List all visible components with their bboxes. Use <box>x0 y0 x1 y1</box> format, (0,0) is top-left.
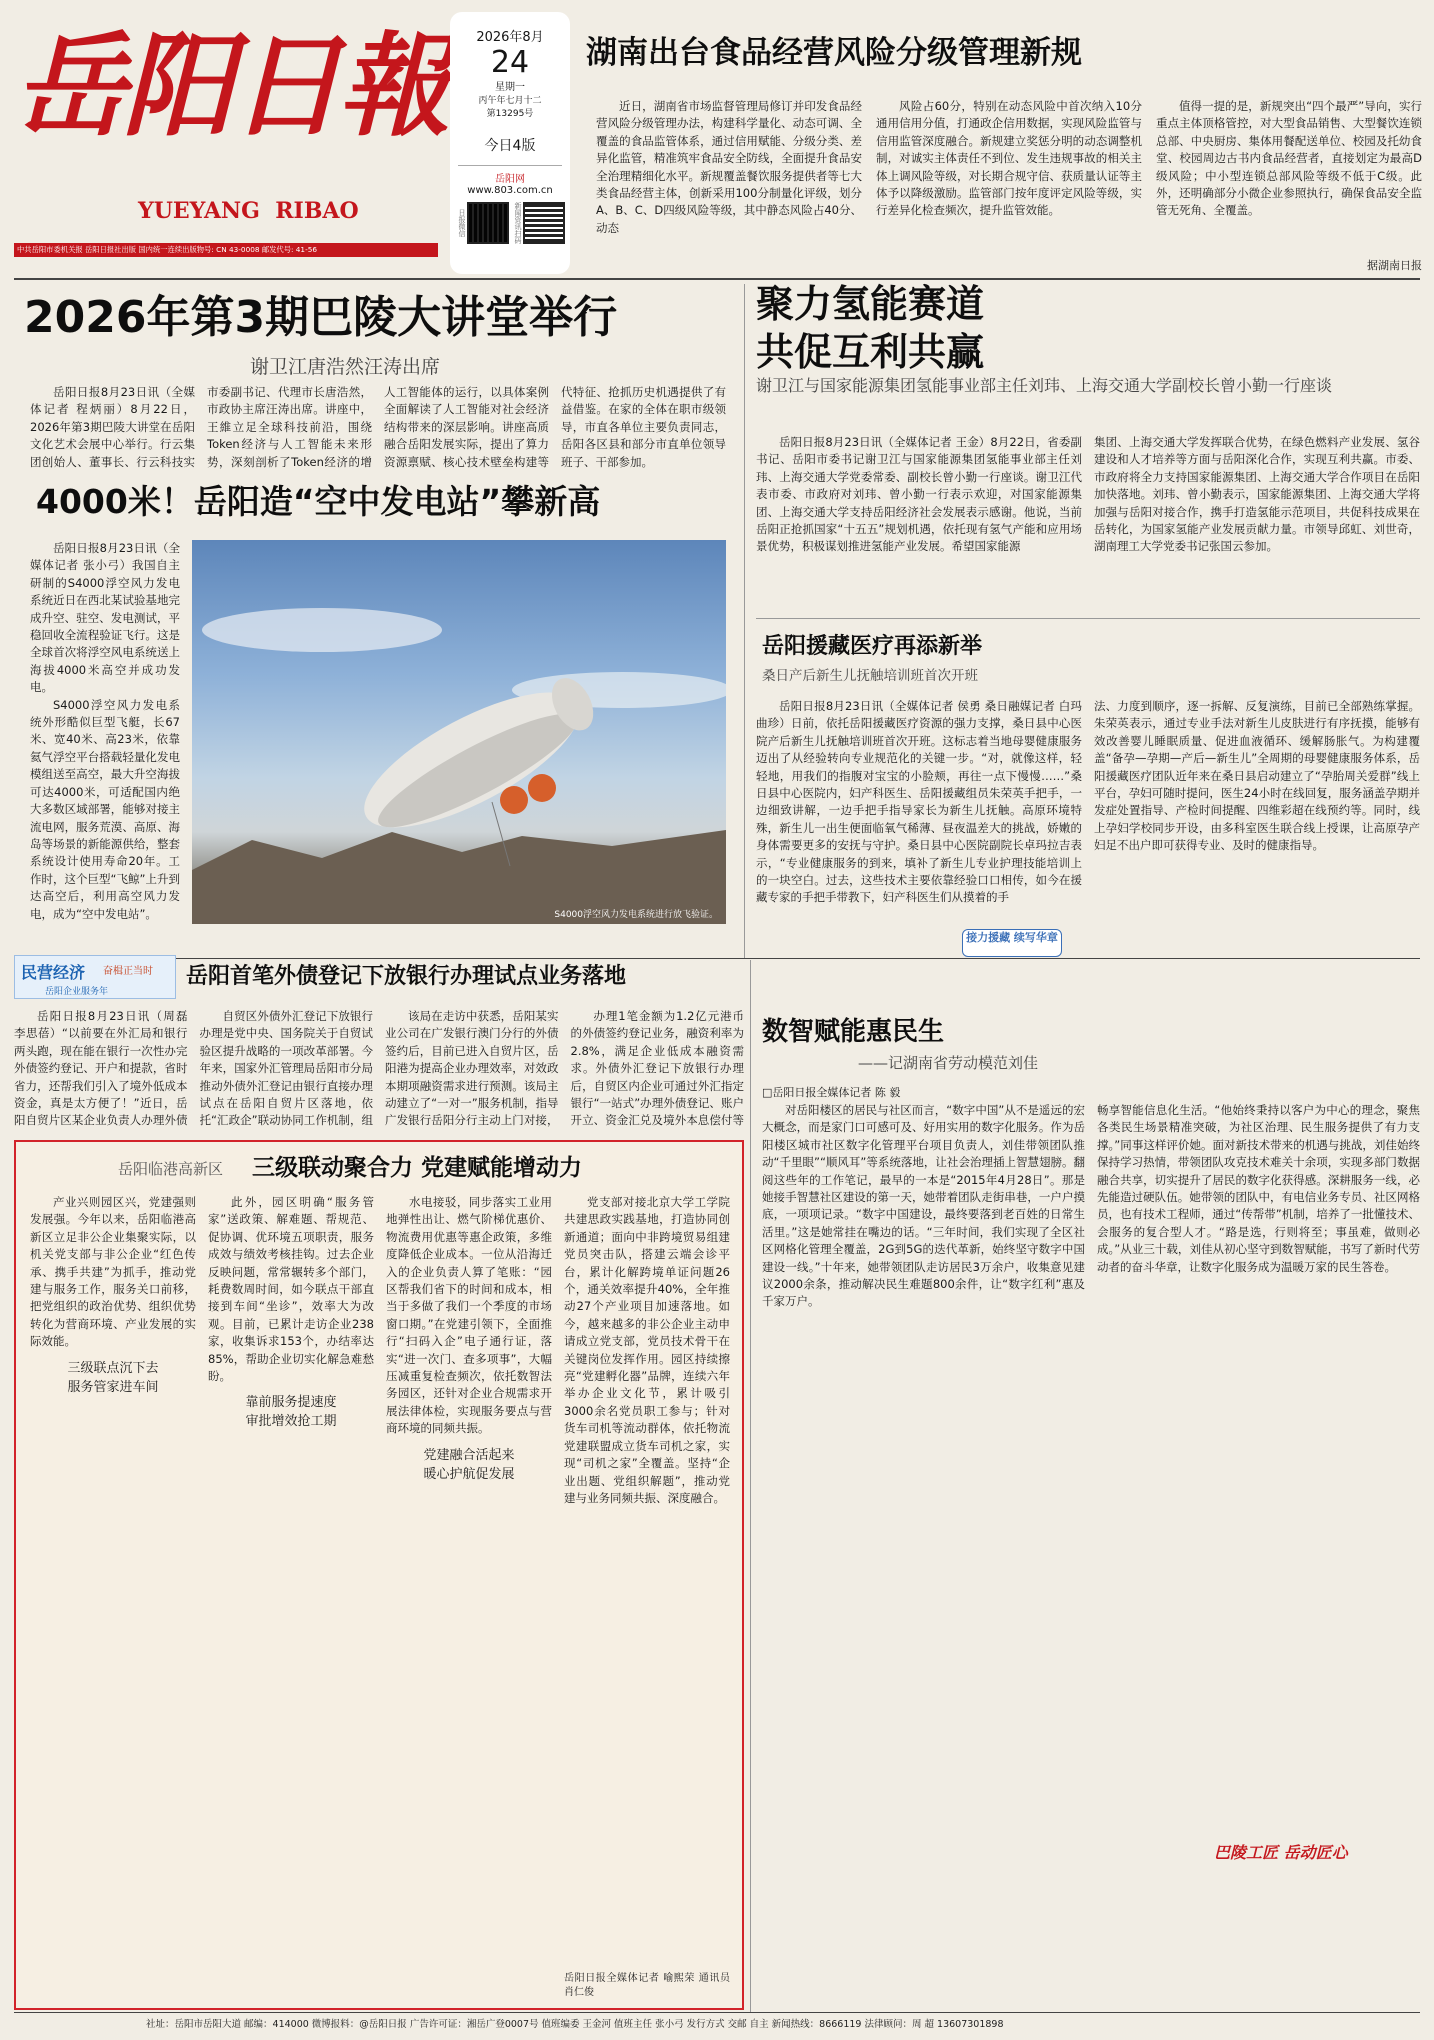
date-year-month: 2026年8月 <box>476 30 544 45</box>
masthead-red-bar: 中共岳阳市委机关报 岳阳日报社出版 国内统一连续出版物号: CN 43-0008 邮发代号: 41-56 <box>14 243 438 257</box>
lead-credit: 据湖南日报 <box>1367 258 1422 272</box>
lead-col-2: 风险占60分，特别在动态风险中首次纳入10分通用信用分值，打通政企信用数据，实现风险监管与信用监管深度融合。新规建立奖惩分明的动态调整机制，对诚实主体责任不到位、发生违规事故的相关主体上调风险等级，对长期合规守信、获质量认证等主体予以降级激励。监管部门按年度评定风险等级，实行差异化检查频次，提升监管效能。 <box>876 99 1142 218</box>
airship-illustration <box>192 540 726 924</box>
airship-headline: 4000米！岳阳造“空中发电站”攀新高 <box>36 482 601 521</box>
hydrogen-article: 岳阳日报8月23日讯（全媒体记者 王金）8月22日，省委副书记、岳阳市委书记谢卫江与国家能源集团氢能事业部主任刘玮、上海交通大学党委常委、副校长曾小勤一行座谈。谢卫江代表市委、市政府对刘玮、曾小勤一行表示欢迎，对国家能源集团、上海交通大学支持岳阳经济社会发展表示感谢。他说，当前岳阳正抢抓国家“十五五”规划机遇，依托现有氢气产能和应用场景优势，积极谋划推进氢能产业发展。希望国家能源 集团、上海交通大学发挥联合优势，在绿色燃料产业发展、氢谷建设和人才培养等方面与岳阳深化合作，实现互利共赢。市委、市政府将全力支持国家能源集团、上海交通大学合作项目在岳阳加快落地。刘玮、曾小勤表示，国家能源集团、上海交通大学将加强与岳阳对接合作，携手打造氢能示范项目，共促科技成果在岳转化，为国家氢能产业发展贡献力量。市领导邱虹、刘世奇，湖南理工大学党委书记张国云参加。 <box>756 435 1420 554</box>
date-issue: 第13295号 <box>486 109 534 119</box>
date-day: 24 <box>490 45 530 80</box>
lead-col-1: 近日，湖南省市场监督管理局修订并印发食品经营风险分级管理办法，构建科学量化、动态可调、全覆盖的食品监管体系，通过信用赋能、分级分类、差异化监管，精准筑牢食品安全防线，全面提升食品安全治理精细化水平。新规覆盖餐饮服务提供者等七大类食品经营主体，创新采用100分制量化评级，划分A、B、C、D四级风险等级，其中静态风险占40分、动态 <box>596 99 862 235</box>
forum-article: 岳阳日报8月23日讯（全媒体记者 程炳丽）8月22日，2026年第3期巴陵大讲堂在岳阳文化艺术会展中心举行。行云集团创始人、董事长、行云科技实 市委副书记、代理市长唐浩然，市政协主席汪涛出席。讲座中，王維立足全球科技前沿，围绕Token经济与人工智能未来形势，深刻剖析了Token经济的增 人工智能体的运行，以具体案例全面解读了人工智能对社会经济结构带来的深层影响。讲座高质融合岳阳发展实际，提出了算力资源禀赋、核心技术壁垒构建等 代特征、抢抓历史机遇提供了有益借鉴。在家的全体在职市级领导，市直各单位主要负责同志，岳阳各区县和部分市直单位领导班子、干部参加。 <box>30 385 726 469</box>
date-box: 2026年8月 24 星期一 丙午年七月十二 第13295号 今日4版 岳阳网 www.803.com.cn 日报微信 新闻资讯扫码 <box>450 12 570 274</box>
foreign-debt-article: 岳阳日报8月23日讯（周磊 李思蓓）“以前要在外汇局和银行两头跑，现在能在银行一次性办完外债签约登记、开户和提款，省时省力，还帮我们引入了境外低成本资金，真是太方便了！”近日，岳阳自贸片区某企业负责人办理外债 自贸区外债外汇登记下放银行办理是党中央、国务院关于自贸试验区提升战略的一项改革部署。今年来，国家外汇管理局岳阳市分局推动外债外汇登记由银行直接办理试点在岳阳自贸片区落地，依托“汇政企”联动协同工作机制，组 该局在走访中获悉，岳阳某实业公司在广发银行澳门分行的外债签约后，目前已进入自贸片区，岳阳港为提高企业办理效率，对效政本期项融资需求进行预测。该局主动建立了“一对一”服务机制，指导广发银行岳阳分行主动上门对接， 办理1笔金额为1.2亿元港币的外债签约登记业务，融资利率为2.8%，满足企业低成本融资需求。外债外汇登记下放银行办理后，自贸区内企业可通过外汇指定银行“一站式”办理外债登记、账户开立、资金汇兑及境外本息偿付等 <box>14 1009 744 1128</box>
medical-badge: 接力援藏 续写华章 <box>962 929 1062 957</box>
medical-article: 岳阳日报8月23日讯（全媒体记者 侯勇 桑日融媒记者 白玛曲珍）日前，依托岳阳援藏医疗资源的强力支撑，桑日县中心医院产后新生儿抚触培训班首次开班。这标志着当地母婴健康服务迈出了从经验转向专业规范化的关键一步。“对，就像这样，轻轻地，用我们的指腹对宝宝的小脸颊，再往一点下慢慢……”桑日县中心医院内，妇产科医生、岳阳援藏组员朱荣英手把手，一边细致讲解，一边手把手指导家长为新生儿抚触。高原环境特殊，新生儿一出生便面临氧气稀薄、昼夜温差大的挑战，娇嫩的身体需要更多的安抚与守护。桑日县中心医院副院长卓玛拉吉表示，“专业健康服务的到来，填补了新生儿专业护理技能培训上的一块空白。过去，这些技术主要依靠经验口口相传，如今在援藏专家的手把手带教下，妇产科医生们从摸着的手 法、力度到顺序，逐一拆解、反复演练，目前已全部熟练掌握。朱荣英表示，通过专业手法对新生儿皮肤进行有序抚摸，能够有效改善婴儿睡眠质量、促进血液循环、缓解肠胀气。为构建覆盖“备孕—孕期—产后—新生儿”全周期的母婴健康服务体系，岳阳援藏医疗团队近年来在桑日县启动建立了“孕胎周关爱群”线上平台，孕妇可随时提问，医生24小时在线回复，服务涵盖孕期并发症处置指导、产检时间提醒、四维彩超在线预约等。同时，线上孕妇学校同步开设，由多科室医生联合线上授课，让高原孕产妇足不出户即可获得专业、及时的健康指导。 <box>756 699 1420 905</box>
private-economy-label: 民营经济 奋楫正当时 岳阳企业服务年 <box>14 955 176 999</box>
profile-subtitle: ——记湖南省劳动模范刘佳 <box>858 1054 1039 1072</box>
masthead <box>14 12 444 240</box>
hydrogen-headline: 聚力氢能赛道 共促互利共赢 <box>756 282 985 374</box>
forum-headline: 2026年第3期巴陵大讲堂举行 <box>24 292 618 343</box>
lead-article <box>596 98 1422 274</box>
party-subhead-2: 靠前服务提速度 审批增效抢工期 <box>245 1395 337 1430</box>
lead-col-3: 值得一提的是，新规突出“四个最严”导向，实行重点主体顶格管控，对大型食品销售、大型餐饮连锁总部、中央厨房、集体用餐配送单位、校园及托幼食堂、校园周边古书内食品经营者，直接划定为最高D级风险；中小型连锁总部风险等级不低于C级。此外，还明确部分小微企业参照执行，确保食品安全监管无死角、全覆盖。 <box>1156 99 1422 218</box>
party-headline: 三级联动聚合力 党建赋能增动力 <box>252 1155 583 1181</box>
profile-stamp: 巴陵工匠 岳动匠心 <box>1214 1843 1348 1862</box>
date-pages: 今日4版 <box>484 138 536 154</box>
footer: 社址：岳阳市岳阳大道 邮编：414000 微博报料：@岳阳日报 广告许可证：湘岳广登0007号 值班编委 王金河 值班主任 张小弓 发行方式 交邮 自主 新闻热线：8666119 法律顾问：周 超 13607301898 <box>146 2019 1004 2030</box>
party-building-box <box>14 1140 744 2010</box>
airship-article: 岳阳日报8月23日讯（全媒体记者 张小弓）我国自主研制的S4000浮空风力发电系统近日在西北某试验基地完成升空、驻空、发电测试，平稳回收全流程验证飞行。这是全球首次将浮空风电系统送上海拔4000米高空并成功发电。 S4000浮空风力发电系统外形酷似巨型飞艇，长67米、宽40米、高23米，依靠氦气浮空平台搭载轻量化发电模组送至高空，最大升空海拔可达4000米，可适配国内绝大多数区域部署，能够对接主流电网，服务荒漠、高原、海岛等场景的新能源供给，整套系统设计使用寿命20年。工作时，这个巨型“飞鲸”上升到达高空后，利用高空风力发电，成为“空中发电站”。 <box>30 541 180 921</box>
party-credit: 岳阳日报全媒体记者 喻熙荣 通讯员 肖仁俊 <box>564 1973 730 1998</box>
site-name: 岳阳网 <box>495 174 525 185</box>
profile-headline: 数智赋能惠民生 <box>762 1017 945 1047</box>
party-subhead-1: 三级联点沉下去 服务管家进车间 <box>67 1360 159 1395</box>
forum-subtitle: 谢卫江唐浩然汪涛出席 <box>250 356 441 378</box>
photo-caption: S4000浮空风力发电系统进行放飞验证。 <box>554 910 718 920</box>
qr-code-icon[interactable] <box>525 204 563 242</box>
party-article: 产业兴则园区兴，党建强则发展强。今年以来，岳阳临港高新区立足非公企业集聚实际，以机关党支部与非公企业“红色传承、携手共建”为抓手，推动党建与服务工作，服务关口前移，把党组织的政治优势、组织优势转化为营商环境、产业发展的实际效能。 三级联点沉下去 服务管家进车间 此外，园区明确“服务管家”送政策、解难题、帮规范、促协调、优环境五项职责，服务成效与绩效考核挂钩。过去企业反映问题，常常辗转多个部门，耗费数周时间，如今联点干部直接到车间“坐诊”，效率大为改观。目前，已累计走访企业238家，收集诉求153个，办结率达85%，帮助企业切实化解急难愁盼。 靠前服务提速度 审批增效抢工期 水电接驳，同步落实工业用地弹性出让、燃气阶梯优惠价、物流费用优惠等惠企政策，多维度降低企业成本。一位从沿海迁入的企业负责人算了笔账：“园区帮我们省下的时间和成本，相当于多做了我们一个季度的市场窗口期。”在党建引领下，全面推行“扫码入企”电子通行证，落实“进一次门、查多项事”，大幅压减重复检查频次，依托数智法务园区，还针对企业合规需求开展法律体检，实现服务要点与营商环境的同频共振。 党建融合活起来 暖心护航促发展 党支部对接北京大学工学院共建思政实践基地，打造协同创新通道；面向中非跨境贸易组建党员突击队，搭建云端会诊平台，累计化解跨境单证问题26个，通关效率提升40%，全年推动27个产业项目加速落地。如今，越来越多的非公企业主动申请成立党支部，党员技术骨干在关键岗位发挥作用。园区持续擦亮“党建孵化器”品牌，连续六年举办企业文化节，累计吸引3000余名党员职工参与；针对货车司机等流动群体，依托物流党建联盟成立货车司机之家，实现“司机之家”全覆盖。坚持“企业出题、党组织解题”，推动党建与业务同频共振、深度融合。 岳阳日报全媒体记者 喻熙荣 通讯员 肖仁俊 <box>30 1195 730 1998</box>
foreign-debt-headline: 岳阳首笔外债登记下放银行办理试点业务落地 <box>186 964 627 989</box>
masthead-logo: 岳阳日報 <box>14 21 446 152</box>
airship-photo <box>192 540 726 924</box>
site-url[interactable]: www.803.com.cn <box>467 185 553 196</box>
party-subhead-3: 党建融合活起来 暖心护航促发展 <box>423 1447 515 1482</box>
qr-code-icon[interactable] <box>469 204 507 242</box>
hydrogen-subtitle: 谢卫江与国家能源集团氢能事业部主任刘玮、上海交通大学副校长曾小勤一行座谈 <box>756 376 1333 395</box>
medical-subtitle: 桑日产后新生儿抚触培训班首次开班 <box>762 668 978 684</box>
party-region: 岳阳临港高新区 <box>118 1160 224 1178</box>
profile-article: 对岳阳楼区的居民与社区而言，“数字中国”从不是遥远的宏大概念，而是家门口可感可及、好用实用的数字化服务。作为岳阳楼区城市社区数字化管理平台项目负责人，刘佳带领团队推动“千里眼”“顺风耳”等系统落地，让社会治理插上智慧翅膀。翻阅这些年的工作笔记，最早的一本是“2015年4月28日”。那是她接手智慧社区建设的第一天，她带着团队走街串巷，一户户摸底，一项项记录。“数字中国建设，最终要落到老百姓的日常生活里。”这是她常挂在嘴边的话。“三年时间，我们实现了全区社区网格化管理全覆盖，2G到5G的迭代革新，始终坚守数字中国建设一线。”十年来，她带领团队走访居民3万余户，收集意见建议2000余条，推动解决民生难题800余件，让“数字红利”惠及千家万户。 畅享智能信息化生活。“他始终秉持以客户为中心的理念，聚焦各类民生场景精准突破，为社区治理、民生服务提供了有力支撑。”同事这样评价她。面对新技术带来的机遇与挑战，刘佳始终保持学习热情，带领团队攻克技术难关十余项，实现多部门数据融合共享，切实提升了居民的数字化获得感。深耕服务一线，必先能造过硬队伍。她带领的团队中，有电信业务专员、社区网格员，也有技术工程师，通过“传帮带”机制，培养了一批懂技术、会服务的复合型人才。“路是选，行则将至；事虽难，做则必成。”从业三十载，刘佳从初心坚守到数智赋能，书写了新时代劳动者的奋斗华章，让数字化服务成为温暖万家的民生答卷。 <box>762 1103 1420 1309</box>
profile-byline: □岳阳日报全媒体记者 陈 毅 <box>762 1086 901 1099</box>
masthead-pinyin: YUEYANG RIBAO <box>138 198 359 224</box>
medical-headline: 岳阳援藏医疗再添新举 <box>762 634 983 659</box>
date-weekday: 星期一 <box>495 82 525 93</box>
lead-headline: 湖南出台食品经营风险分级管理新规 <box>586 35 1082 71</box>
date-lunar: 丙午年七月十二 <box>478 96 542 106</box>
